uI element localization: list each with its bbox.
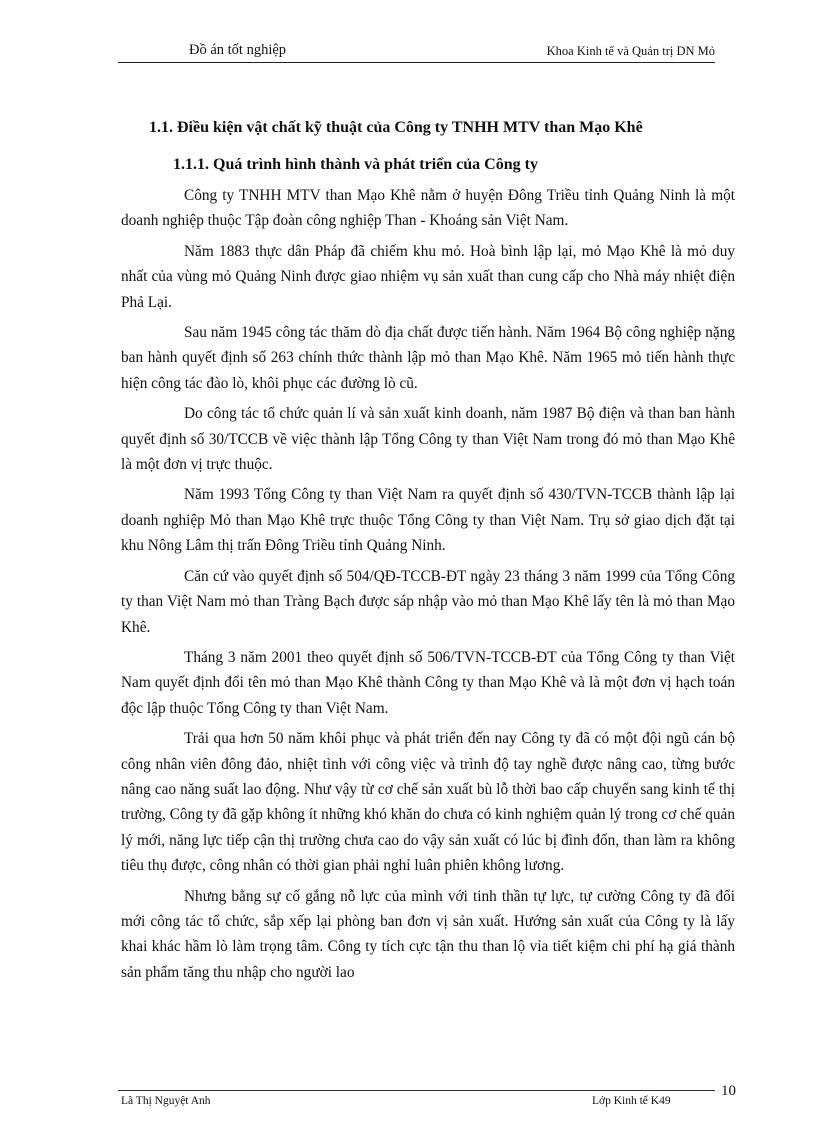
paragraph: Năm 1993 Tổng Công ty than Việt Nam ra quyết định số 430/TVN-TCCB thành lập lại doanh nghiệp Mỏ than Mạo Khê trực thuộc Tổng Công ty than Việt Nam. Trụ sở giao dịch đặt tại khu Nông Lâm thị trấn Đông Triều tỉnh Quảng Ninh. xyxy=(121,486,735,555)
header-divider xyxy=(118,62,715,63)
page-number: 10 xyxy=(721,1083,736,1099)
paragraph: Năm 1883 thực dân Pháp đã chiếm khu mỏ. Hoà bình lập lại, mỏ Mạo Khê là mỏ duy nhất của vùng mỏ Quảng Ninh được giao nhiệm vụ sản xuất than cung cấp cho Nhà máy nhiệt điện Phả Lại. xyxy=(121,242,735,311)
header-faculty: Khoa Kinh tế và Quản trị DN Mỏ xyxy=(546,44,715,58)
footer-divider xyxy=(118,1090,715,1091)
paragraph: Sau năm 1945 công tác thăm dò địa chất được tiến hành. Năm 1964 Bộ công nghiệp nặng ban hành quyết định số 263 chính thức thành lập mỏ than Mạo Khê. Năm 1965 mỏ tiến hành thực hiện công tác đào lò, khôi phục các đường lò cũ. xyxy=(121,324,735,392)
footer-author: Lã Thị Nguyệt Anh xyxy=(121,1095,211,1107)
footer-class: Lớp Kinh tế K49 xyxy=(592,1095,671,1107)
paragraph: Tháng 3 năm 2001 theo quyết định số 506/TVN-TCCB-ĐT của Tổng Công ty than Việt Nam quyết định đổi tên mỏ than Mạo Khê thành Công ty than Mạo Khê và là một đơn vị hạch toán độc lập thuộc Tổng Công ty than Việt Nam. xyxy=(121,648,735,717)
section-heading: 1.1. Điều kiện vật chất kỹ thuật của Công ty TNHH MTV than Mạo Khê xyxy=(149,119,643,136)
paragraph: Căn cứ vào quyết định số 504/QĐ-TCCB-ĐT ngày 23 tháng 3 năm 1999 của Tổng Công ty than Việt Nam mỏ than Tràng Bạch được sáp nhập vào mỏ than Mạo Khê lấy tên là mỏ than Mạo Khê. xyxy=(121,567,735,636)
paragraph: Do công tác tổ chức quản lí và sản xuất kinh doanh, năm 1987 Bộ điện và than ban hành quyết định số 30/TCCB về việc thành lập Tổng Công ty than Việt Nam trong đó mỏ than Mạo Khê là một đơn vị trực thuộc. xyxy=(121,405,735,474)
subsection-heading: 1.1.1. Quá trình hình thành và phát triển của Công ty xyxy=(173,156,538,173)
header-document-title: Đồ án tốt nghiệp xyxy=(189,42,287,58)
paragraph: Trải qua hơn 50 năm khôi phục và phát triển đến nay Công ty đã có một đội ngũ cán bộ công nhân viên đông đảo, nhiệt tình với công việc và trình độ tay nghề được nâng cao, từng bước nâng cao năng suất lao động. Như vậy từ cơ chế sản xuất bù lỗ thời bao cấp chuyển sang kinh tế thị trường, Công ty đã gặp không ít những khó khăn do chưa có kinh nghiệm quản lý trong cơ chế quản lý mới, năng lực tiếp cận thị trường chưa cao do vậy sản xuất có lúc bị đình đốn, than làm ra không tiêu thụ được, công nhân có thời gian phải nghỉ luân phiên không lương. xyxy=(121,730,735,875)
page-body xyxy=(121,116,735,985)
paragraph: Công ty TNHH MTV than Mạo Khê nằm ở huyện Đông Triều tỉnh Quảng Ninh là một doanh nghiệp thuộc Tập đoàn công nghiệp Than - Khoáng sản Việt Nam. xyxy=(121,187,735,230)
paragraph: Nhưng bằng sự cố gắng nỗ lực của mình với tinh thần tự lực, tự cường Công ty đã đổi mới công tác tổ chức, sắp xếp lại phòng ban đơn vị sản xuất. Hướng sản xuất của Công ty là lấy khai khác hầm lò làm trọng tâm. Công ty tích cực tận thu than lộ vỉa tiết kiệm chi phí hạ giá thành sản phẩm tăng thu nhập cho người lao xyxy=(121,887,735,981)
